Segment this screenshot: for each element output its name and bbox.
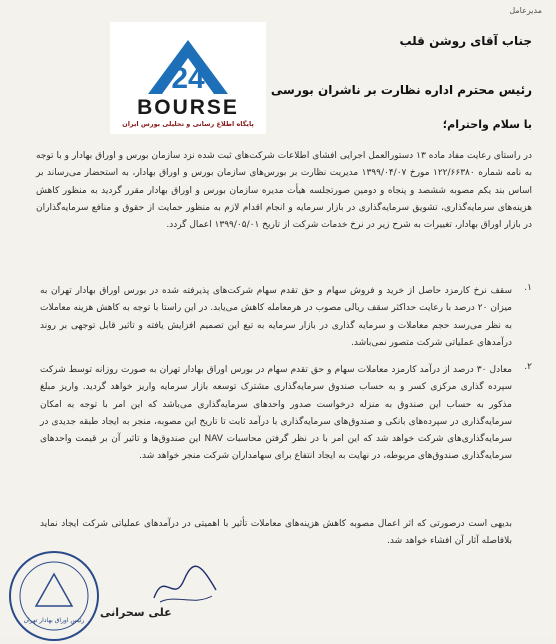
svg-text:24: 24 [171, 62, 205, 95]
greeting: با سلام واحترام؛ [442, 118, 532, 131]
corner-mark: مدیرعامل [509, 6, 542, 15]
list-item: معادل ۳۰ درصد از درآمد کارمزد معاملات سهام و حق تقدم سهام در بورس اوراق بهادار تهران به صورت روزانه توسط شرکت سپرده گذاری مرکزی کسر و به حساب صندوق سرمایه‌گذاری مشترک توسعه بازار سرمایه واریز خواهد گردید. واریز مبلغ مذکور به حساب این صندوق به منزله درخواست صدور واحدهای سرمایه‌گذاری می‌باشد که این امر با توجه به امکان سرمایه‌گذاری در سپرده‌های بانکی و صندوق‌های سرمایه‌گذاری با درآمد ثابت تا تاریخ این مصوبه، منجر به ایجاد طبقه جدیدی در سرمایه‌گذاری‌های شرکت خواهد شد که این امر با در نظر گرفتن محاسبات NAV این صندوق‌ها و تاثیر آن بر قیمت واحدهای سرمایه‌گذاری صندوق‌های مربوطه، در نهایت به ایجاد انتفاع برای سهامداران شرکت منجر خواهد شد. [40, 365, 513, 462]
logo-tagline: پایگاه اطلاع رسانی و تحلیلی بورس ایران [122, 120, 254, 128]
list-item: سقف نرخ کارمزد حاصل از خرید و فروش سهام و حق تقدم سهام شرکت‌های پذیرفته شده در بورس اوراق بهادار تهران به میزان ۲۰ درصد با رعایت حداکثر سقف ریالی مصوب در هرمعامله کاهش می‌یابد. در این راستا با توجه به کاهش هزینه معاملات به نظر می‌رسد حجم معاملات و سرمایه گذاری در بازار سرمایه به تبع این تصمیم افزایش یافته و تاثیر قابل توجهی بر روند درآمدهای عملیاتی شرکت متصور نمی‌باشد. [40, 286, 512, 348]
addressee-title: رئیس محترم اداره نظارت بر ناشران بورسی [270, 83, 532, 97]
item-number: .۲ [524, 362, 532, 372]
stamp-text: رئیس اوراق بهادار تهران [23, 617, 85, 624]
company-stamp [6, 548, 102, 644]
signature-icon [150, 560, 220, 610]
logo-wordmark: BOURSE [137, 96, 239, 119]
signer-name: علی سحرانی [100, 606, 172, 619]
bourse-logo [110, 22, 266, 134]
addressee-name: جناب آقای روشن قلب [399, 34, 532, 48]
item-number: .۱ [524, 283, 532, 293]
closing-paragraph: بدیهی است درصورتی که اثر اعمال مصوبه کاهش هزینه‌های معاملات تأثیر با اهمیتی در درآمدهای عملیاتی شرکت ایجاد نماید بلافاصله آثار آن افشاء خواهد شد. [40, 519, 512, 547]
intro-paragraph: در راستای رعایت مفاد ماده ۱۳ دستورالعمل اجرایی افشای اطلاعات شرکت‌های ثبت شده نزد سازمان بورس و اوراق بهادار و با توجه به نامه شماره ۱۲۲/۶۶۳۸۰ مورخ ۱۳۹۹/۰۴/۰۷ مدیریت نظارت بر بورس‌های سازمان بورس و اوراق بهادار، به استحضار می‌رساند بر اساس بند یکم مصوبه ششصد و پنجاه و دومین صورتجلسه هیأت مدیره سازمان بورس و اوراق بهادار مقرر گردید به منظور کاهش هزینه‌های سرمایه‌گذاری، تشویق سرمایه‌گذاری در بازار سرمایه و انجام اقدام لازم به منظور حمایت از حقوق و منافع سرمایه‌گذاران در بازار اوراق بهادار، تغییرات به شرح زیر در نرخ خدمات شرکت از تاریخ ۱۳۹۹/۰۵/۰۱ اعمال گردد. [36, 151, 532, 231]
